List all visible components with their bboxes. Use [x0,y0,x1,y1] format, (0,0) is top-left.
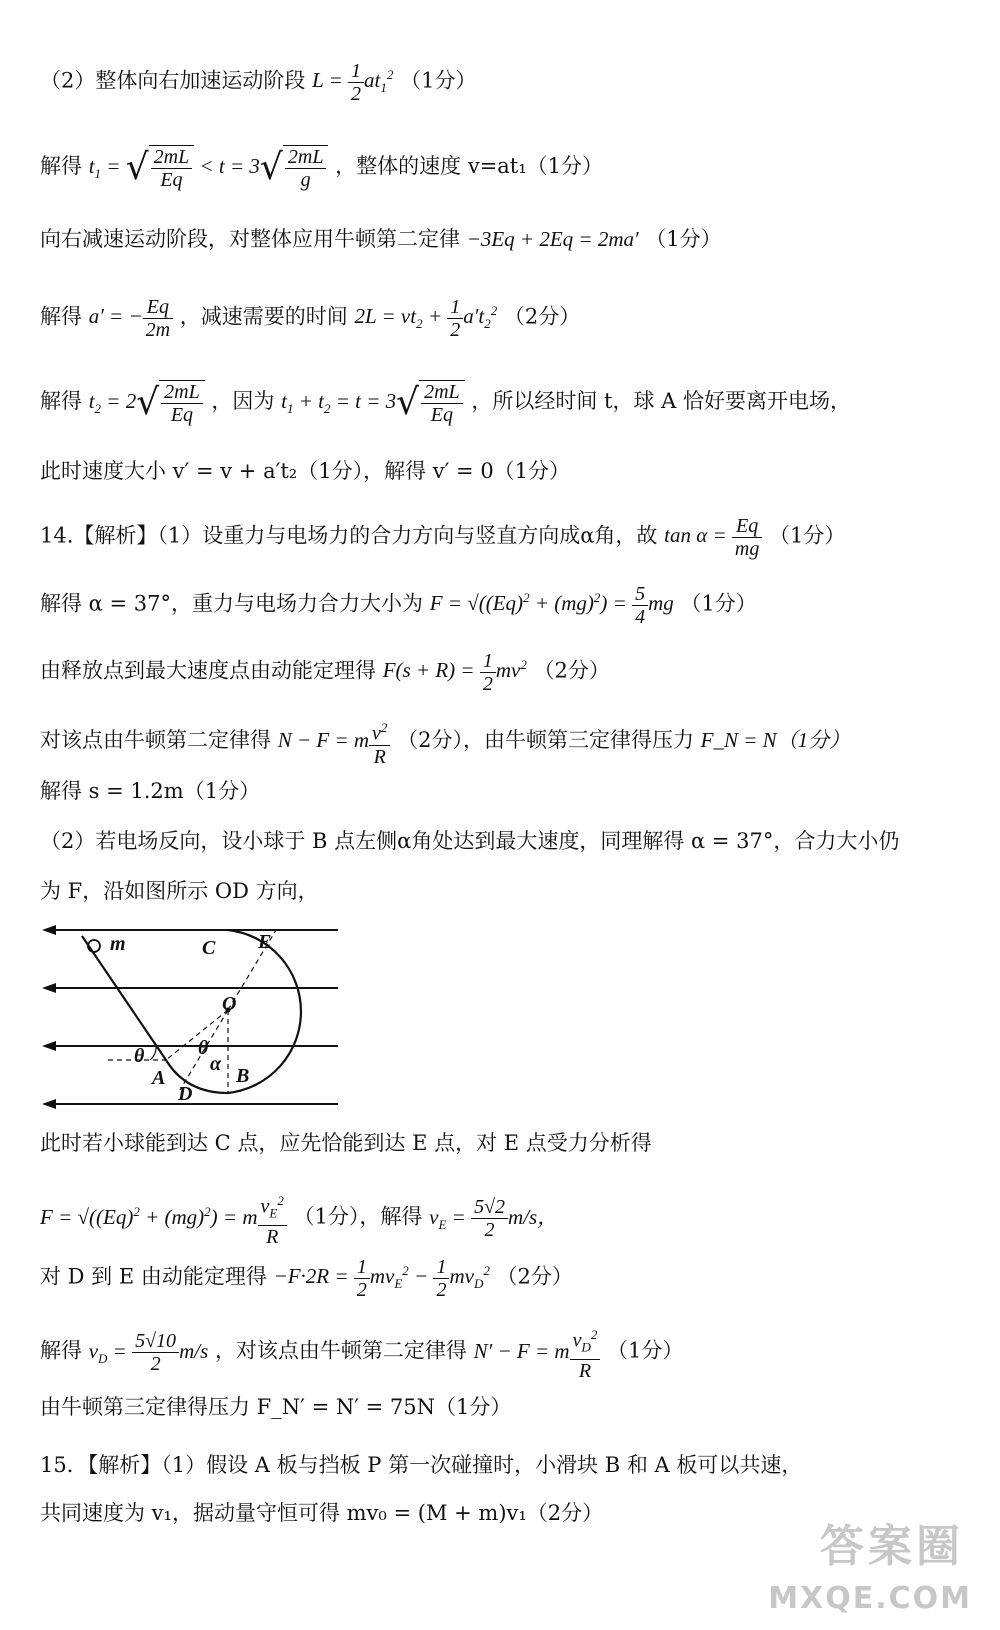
formula: L = $\frac{1}{2}$ $at_1^2$ [312,60,394,105]
label-O: O [222,993,237,1015]
text: （2）整体向右加速运动阶段 [40,68,306,93]
score: （2分） [503,304,581,329]
score: （1分），解得 [293,1204,423,1229]
line-5 [40,380,851,426]
label-D: D [178,1083,193,1105]
formula: $t_1$ = √ $\frac{2mL}{Eq}$ < t = 3√ $\frac{2mL}{g}$ [89,154,329,178]
arrow-icon [42,1099,56,1109]
text: ，整体的速度 v=at₁（1分） [335,153,604,178]
text: 对该点由牛顿第二定律得 [40,728,271,753]
arrow-icon [42,1041,56,1051]
text: 解得 [40,1338,82,1363]
text: 由释放点到最大速度点由动能定理得 [40,658,376,683]
label-C: C [202,937,216,959]
line-10 [40,717,850,768]
formula: N − F = m $\frac{v^2}{R}$ [278,728,391,752]
line-7 [40,515,845,560]
label-E: E [258,931,272,953]
arrow-icon [42,983,56,993]
line-4 [40,296,580,341]
line-2 [40,145,603,191]
line-13: 为 F，沿如图所示 OD 方向， [40,879,319,903]
formula: a′ = − $\frac{Eq}{2m}$ [89,304,173,328]
line-18: 由牛顿第三定律得压力 F_N′ = N′ = 75N（1分） [40,1395,512,1419]
text: ，减速需要的时间 [179,304,348,329]
text: ，因为 [211,388,275,413]
text: 解得 α = 37°，重力与电场力合力大小为 [40,591,424,616]
formula: F_N = N（1分） [700,728,851,753]
score: （1分） [645,227,722,251]
line-17 [40,1324,683,1382]
score: （1分） [680,591,757,616]
score: （2分） [496,1264,573,1289]
text: 对 D 到 E 由动能定理得 [40,1264,267,1289]
text: ，所以经时间 t，球 A 恰好要离开电场， [471,388,852,413]
line-19: 15．【解析】（1）假设 A 板与挡板 P 第一次碰撞时，小滑块 B 和 A 板可以共速， [40,1453,803,1477]
arrow-icon [42,925,56,935]
formula: −F·2R = $\frac{1}{2}$ $mv_E^2$ − $\frac{1}{2}$ $mv_D^2$ [273,1256,490,1301]
line-12: （2）若电场反向，设小球于 B 点左侧α角处达到最大速度，同理解得 α = 37°，合力大小仍 [40,829,900,853]
line-1 [40,60,476,105]
formula: N′ − F = m $\frac{v_D^2}{R}$ [474,1339,601,1363]
formula: $v_E$ = $\frac{5√2}{2}$ m/s， [429,1196,559,1242]
label-theta-2: θ [198,1037,209,1059]
line-14: 此时若小球能到达 C 点，应先恰能到达 E 点，对 E 点受力分析得 [40,1131,652,1155]
score: （2分） [533,658,610,683]
formula: $F = √((Eq)^2 + (mg)^2)$ = $\frac{5}{4}$ mg [429,583,674,628]
label-m: m [110,933,126,955]
text: 解得 [40,388,82,413]
formula: $2L = vt_2$ + $\frac{1}{2}$ $a't_2^2$ [354,296,498,341]
text: 解得 [40,304,82,329]
formula: $F = √((Eq)^2 + (mg)^2) = m$ $\frac{v_E^2}{R}$ [40,1205,287,1229]
line-15 [40,1190,558,1248]
score: （1分） [769,523,846,548]
score: （1分） [607,1338,684,1363]
watermark-logo: 答案圈 [820,1521,964,1572]
formula: F(s + R) = $\frac{1}{2}$ $mv^2$ [382,650,527,695]
formula: $t_2 = 2√$ $\frac{2mL}{Eq}$ [89,389,205,413]
formula: tan α = $\frac{Eq}{mg}$ [664,523,762,547]
line-3 [40,224,722,254]
formula: −3Eq + 2Eq = 2ma′ [466,227,639,251]
line-6: 此时速度大小 v′ = v + a′t₂（1分），解得 v′ = 0（1分） [40,459,571,483]
label-B: B [236,1065,250,1087]
label-A: A [152,1067,166,1089]
text: ，对该点由牛顿第二定律得 [214,1338,467,1363]
text: 14.【解析】（1）设重力与电场力的合力方向与竖直方向成α角，故 [40,523,658,548]
text: 解得 [40,153,82,178]
text: 向右减速运动阶段，对整体应用牛顿第二定律 [40,227,460,251]
label-theta-1: θ [134,1045,145,1067]
label-alpha: α [210,1053,222,1075]
line-8 [40,583,757,628]
formula: $t_1 + t_2 = t = 3√$ $\frac{2mL}{Eq}$ [281,389,465,413]
line-11: 解得 s = 1.2m（1分） [40,779,261,803]
line-20: 共同速度为 v₁，据动量守恒可得 mv₀ = (M + m)v₁（2分） [40,1501,604,1525]
text: （2分），由牛顿第三定律得压力 [397,728,694,753]
line-9 [40,650,610,695]
watermark-url: MXQE.COM [768,1581,972,1616]
formula: $v_D$ = $\frac{5√10}{2}$ m/s [88,1330,209,1376]
line-16 [40,1256,573,1301]
physics-diagram [38,918,348,1118]
score: （1分） [400,68,477,93]
